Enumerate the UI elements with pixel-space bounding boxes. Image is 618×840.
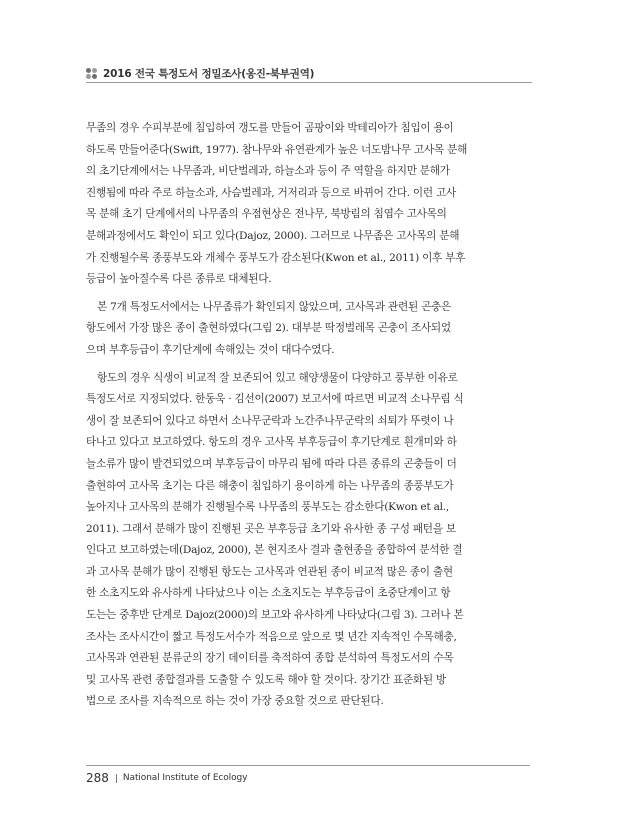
text-line: 하도록 만들어준다(Swift, 1977). 참나무와 유연관계가 높은 너도밤나무 고사목 분해 xyxy=(86,143,468,156)
text-line: 항도의 경우 식생이 비교적 잘 보존되어 있고 해양생물이 다양하고 풍부한 이유로 xyxy=(97,371,458,384)
text-line: 법으로 조사를 지속적으로 하는 것이 가장 중요할 것으로 판단된다. xyxy=(86,695,384,708)
paragraph xyxy=(86,297,530,362)
text-line: 으며 부후등급이 후기단계에 속해있는 것이 대다수였다. xyxy=(86,343,335,356)
text-line: 조사는 조사시간이 짧고 특정도서수가 적음으로 앞으로 몇 년간 지속적인 수목해충, xyxy=(86,630,457,643)
header-dots-icon xyxy=(86,68,97,79)
text-line: 특정도서로 지정되었다. 한동욱 · 김선이(2007) 보고서에 따르면 비교적 소나무림 식 xyxy=(86,393,464,406)
text-line: 목 분해 초기 단계에서의 나무좀의 우점현상은 전나무, 북방림의 침엽수 고사목의 xyxy=(86,208,447,221)
text-line: 인다고 보고하였는데(Dajoz, 2000), 본 현지조사 결과 출현종을 종합하여 분석한 결 xyxy=(86,544,463,557)
header-divider xyxy=(86,82,532,83)
text-line: 늘소류가 많이 발견되었으며 부후등급이 마무리 됨에 따라 다른 종류의 곤충들이 더 xyxy=(86,457,457,470)
text-line: 도는는 중후반 단계로 Dajoz(2000)의 보고와 유사하게 나타났다(그림 3). 그러나 본 xyxy=(86,609,464,622)
running-header-title: 2016 전국 특정도서 정밀조사(옹진-북부권역) xyxy=(103,68,315,80)
footer-separator xyxy=(116,774,117,783)
text-line: 타나고 있다고 보고하였다. 항도의 경우 고사목 부후등급이 후기단계로 흰개미와 하 xyxy=(86,436,457,449)
text-line: 진행됨에 따라 주로 하늘소과, 사슴벌레과, 거저리과 등으로 바뀌어 간다. 이런 고사 xyxy=(86,186,456,199)
text-line: 의 초기단계에서는 나무좀과, 비단벌레과, 하늘소과 등이 주 역할을 하지만 분해가 xyxy=(86,165,450,178)
text-line: 분해과정에서도 확인이 되고 있다(Dajoz, 2000). 그러므로 나무좀은 고사목의 분해 xyxy=(86,229,460,242)
text-line: 출현하여 고사목 초기는 다른 해충이 침입하기 용이하게 하는 나무좀의 종풍부도가 xyxy=(86,479,454,492)
running-header xyxy=(86,66,314,81)
text-line: 등급이 높아질수록 다른 종류로 대체된다. xyxy=(86,273,272,286)
paragraph xyxy=(86,118,530,291)
page-footer xyxy=(86,771,247,785)
paragraph xyxy=(86,368,530,714)
text-line: 본 7개 특정도서에서는 나무좀류가 확인되지 않았으며, 고사목과 관련된 곤충은 xyxy=(97,300,452,313)
text-line: 높아지나 고사목의 분해가 진행될수록 나무좀의 풍부도는 감소한다(Kwon et al., xyxy=(86,501,450,514)
text-line: 생이 잘 보존되어 있다고 하면서 소나무군락과 노간주나무군락의 쇠퇴가 뚜렷이 나 xyxy=(86,414,454,427)
text-line: 한 소초지도와 유사하게 나타났으나 이는 소초지도는 부후등급이 초중단계이고 항 xyxy=(86,587,451,600)
page-number: 288 xyxy=(86,771,109,785)
header-dot xyxy=(86,74,91,79)
text-line: 항도에서 가장 많은 종이 출현하였다(그림 2). 대부분 딱정벌레목 곤충이 조사되었 xyxy=(86,322,451,335)
text-line: 과 고사목 분해가 많이 진행된 항도는 고사목과 연관된 종이 비교적 많은 종이 출현 xyxy=(86,565,453,578)
footer-divider xyxy=(86,765,530,766)
text-line: 무좀의 경우 수피부분에 침입하여 갱도를 만들어 곰팡이와 박테리아가 침입이 용이 xyxy=(86,122,454,134)
body-text xyxy=(86,118,530,719)
text-line: 2011). 그래서 분해가 많이 진행된 곳은 부후등급 초기와 유사한 종 구성 패턴을 보 xyxy=(86,522,456,535)
institute-name: National Institute of Ecology xyxy=(122,773,248,783)
header-dot xyxy=(86,68,91,73)
text-line: 가 진행될수록 종풍부도와 개체수 풍부도가 감소된다(Kwon et al., 2011) 이후 부후 xyxy=(86,251,466,264)
header-dot xyxy=(92,74,97,79)
text-line: 고사목과 연관된 분류군의 장기 데이터를 축적하여 종합 분석하여 특정도서의 수목 xyxy=(86,652,454,665)
header-dot xyxy=(92,68,97,73)
text-line: 및 고사목 관련 종합결과를 도출할 수 있도록 해야 할 것이다. 장기간 표준화된 방 xyxy=(86,673,446,686)
